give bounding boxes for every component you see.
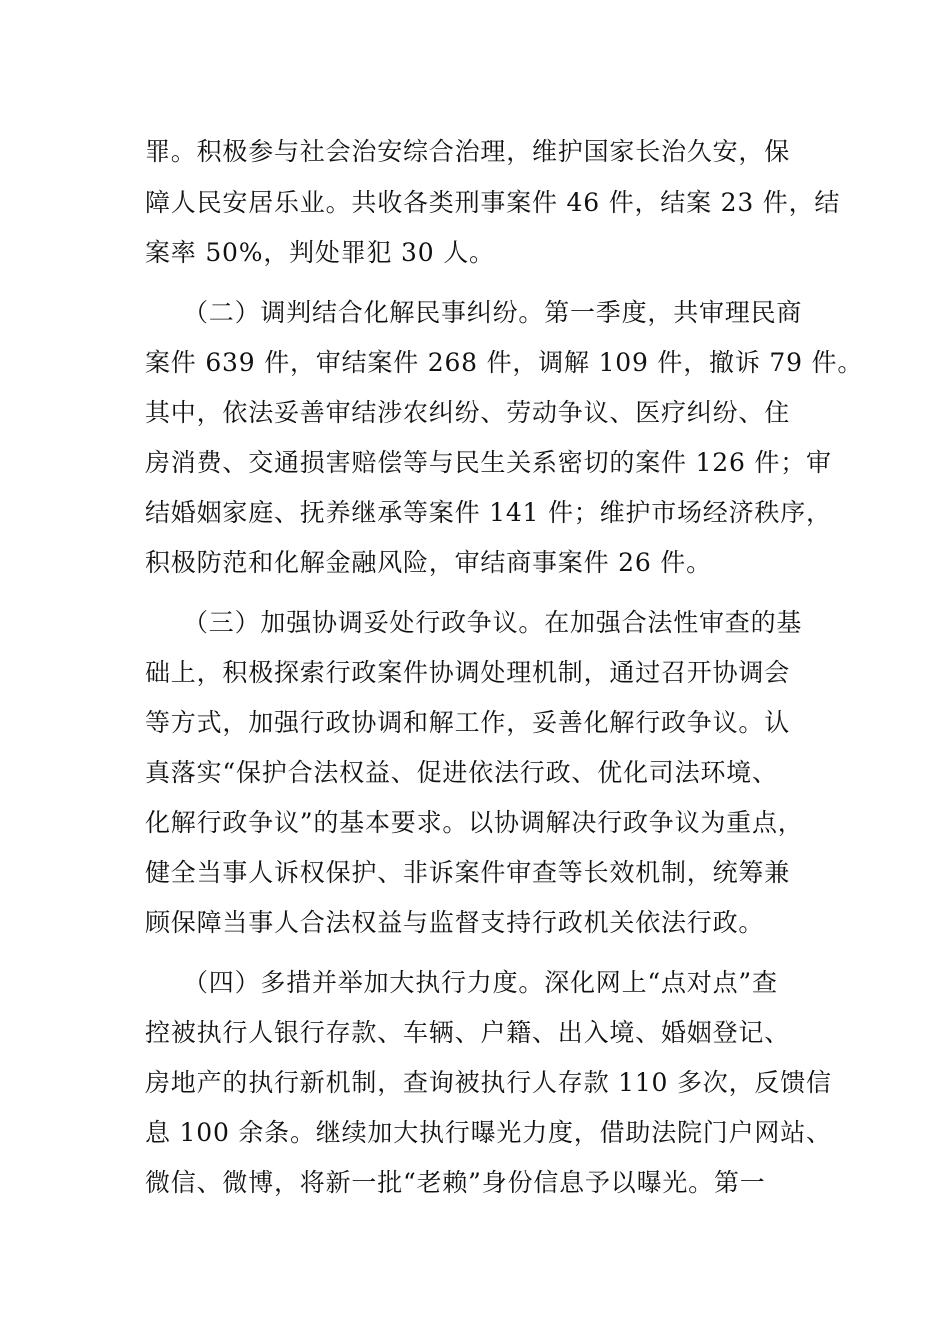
text-line-1: 罪。积极参与社会治安综合治理，维护国家长治久安，保: [145, 137, 791, 166]
text-line-2: 障人民安居乐业。共收各类刑事案件 46 件，结案 23 件，结: [145, 188, 841, 217]
text-line-21: 微信、微博，将新一批“老赖”身份信息予以曝光。第一: [145, 1168, 766, 1197]
text-line-19: 房地产的执行新机制，查询被执行人存款 110 多次，反馈信: [145, 1068, 832, 1097]
text-line-14: 化解行政争议”的基本要求。以协调解决行政争议为重点，: [145, 808, 804, 837]
paragraph-4-heading: （四）多措并举加大执行力度。深化网上“点对点”查: [183, 968, 778, 997]
paragraph-2-heading: （二）调判结合化解民事纠纷。第一季度，共审理民商: [183, 298, 803, 327]
paragraph-3-heading: （三）加强协调妥处行政争议。在加强合法性审查的基: [183, 608, 803, 637]
text-line-8: 结婚姻家庭、抚养继承等案件 141 件；维护市场经济秩序，: [145, 498, 832, 527]
text-line-16: 顾保障当事人合法权益与监督支持行政机关依法行政。: [145, 908, 765, 937]
text-line-18: 控被执行人银行存款、车辆、户籍、出入境、婚姻登记、: [145, 1018, 791, 1047]
text-line-15: 健全当事人诉权保护、非诉案件审查等长效机制，统筹兼: [145, 858, 791, 887]
text-line-3: 案率 50%，判处罪犯 30 人。: [145, 238, 495, 267]
text-line-5: 案件 639 件，审结案件 268 件，调解 109 件，撤诉 79 件。: [145, 348, 864, 377]
text-line-7: 房消费、交通损害赔偿等与民生关系密切的案件 126 件；审: [145, 448, 832, 477]
text-line-13: 真落实“保护合法权益、促进依法行政、优化司法环境、: [145, 758, 778, 787]
text-line-9: 积极防范和化解金融风险，审结商事案件 26 件。: [145, 548, 712, 577]
text-line-11: 础上，积极探索行政案件协调处理机制，通过召开协调会: [145, 658, 791, 687]
text-line-6: 其中，依法妥善审结涉农纠纷、劳动争议、医疗纠纷、住: [145, 398, 791, 427]
text-line-12: 等方式，加强行政协调和解工作，妥善化解行政争议。认: [145, 708, 791, 737]
text-line-20: 息 100 余条。继续加大执行曝光力度，借助法院门户网站、: [145, 1118, 832, 1147]
